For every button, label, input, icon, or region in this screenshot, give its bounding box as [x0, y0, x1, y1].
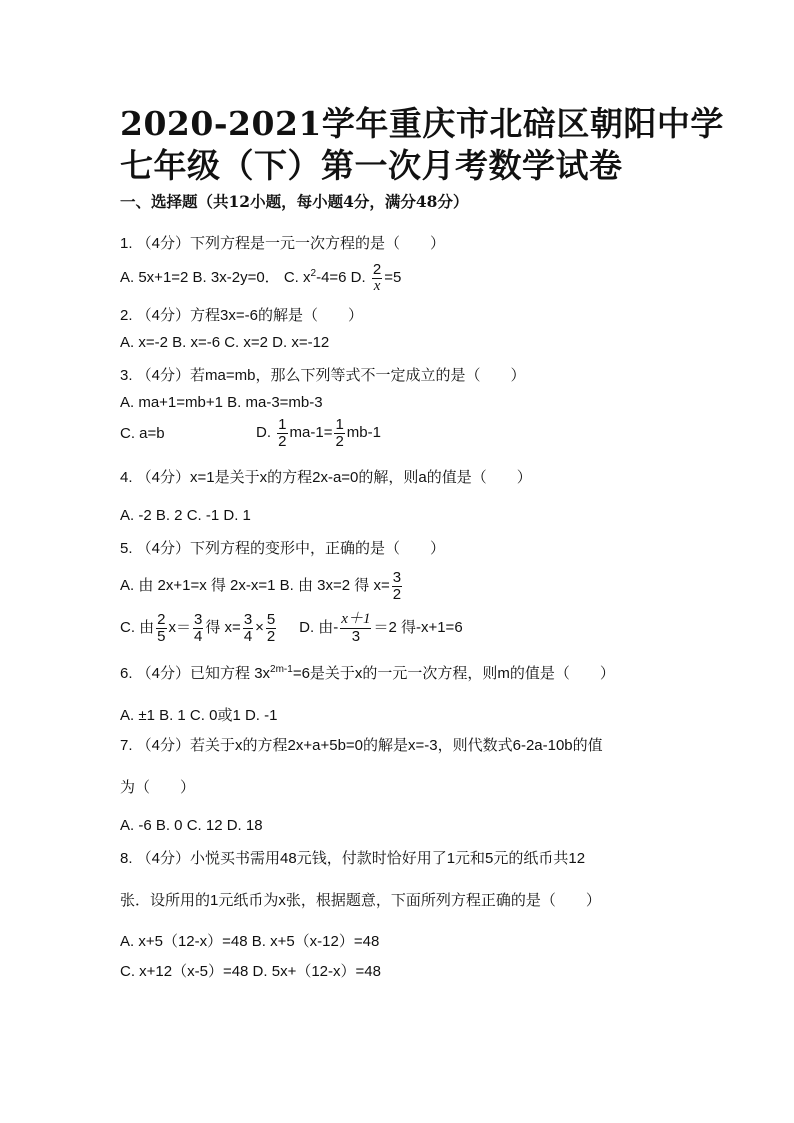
q1-options-text: A. 5x+1=2 B. 3x-2y=0． C. x	[120, 269, 311, 287]
q3-d-tail: mb-1	[346, 424, 381, 442]
q1-exponent: 2	[310, 268, 317, 280]
q1-d-numerator: 2	[372, 261, 382, 278]
q5-c-f3-num: 3	[243, 611, 253, 628]
q3-half-num-1: 1	[278, 416, 287, 433]
q3-half-fraction-2	[334, 417, 344, 450]
q6-stem-post: =6是关于x的一元一次方程，则m的值是（ ）	[292, 665, 615, 682]
question-3-option-d	[256, 417, 381, 450]
question-8-options-cd: C. x+12（x-5）=48 D. 5x+（12-x）=48	[120, 963, 381, 980]
question-5-stem: 5. （4分）下列方程的变形中，正确的是（ ）	[120, 540, 446, 557]
q5-c-f4-num: 5	[266, 611, 276, 628]
q5-c-frac-1	[156, 612, 166, 645]
question-8-stem-line-2: 张．设所用的1元纸币为x张，根据题意，下面所列方程正确的是（ ）	[120, 892, 601, 909]
question-3-options-ab: A. ma+1=mb+1 B. ma-3=mb-3	[120, 394, 323, 411]
q3-d-label: D.	[256, 424, 271, 442]
question-6-stem	[120, 662, 615, 683]
question-4-options: A. -2 B. 2 C. -1 D. 1	[120, 507, 251, 524]
q5-d-den: 3	[351, 627, 361, 645]
q3-half-fraction-1	[277, 417, 287, 450]
q5-c-mid-2: 得 x=	[205, 619, 241, 637]
q6-exponent: 2m-1	[270, 664, 293, 675]
question-1-stem: 1. （4分）下列方程是一元一次方程的是（ ）	[120, 235, 446, 252]
q5-c-f2-num: 3	[194, 611, 203, 628]
exam-title-line-1: 2020-2021学年重庆市北碚区朝阳中学	[120, 104, 724, 143]
q5-d-fraction	[340, 612, 371, 645]
q5-c-pre: C. 由	[120, 619, 155, 637]
q5-c-f3-den: 4	[243, 627, 253, 645]
q5-d-pre: D. 由-	[299, 619, 339, 637]
question-8-options-ab: A. x+5（12-x）=48 B. x+5（x-12）=48	[120, 933, 380, 950]
question-6-options: A. ±1 B. 1 C. 0或1 D. -1	[120, 707, 278, 724]
q1-d-fraction	[372, 262, 382, 295]
q5-d-num: x＋1	[341, 611, 371, 627]
q5-c-f1-den: 5	[157, 627, 166, 645]
q5-c-f1-num: 2	[157, 611, 166, 628]
question-3-option-c: C. a=b	[120, 425, 165, 442]
question-3-stem: 3. （4分）若ma=mb，那么下列等式不一定成立的是（ ）	[120, 367, 526, 384]
q5-c-f4-den: 2	[266, 627, 276, 645]
q1-d-tail: =5	[384, 269, 402, 287]
q5-c-frac-4	[266, 612, 276, 645]
q5-c-frac-3	[243, 612, 253, 645]
question-1-options	[120, 262, 401, 295]
section-heading-choice: 一、选择题（共12小题，每小题4分，满分48分）	[120, 192, 469, 211]
question-8-stem-line-1: 8. （4分）小悦买书需用48元钱，付款时恰好用了1元和5元的纸币共12	[120, 850, 586, 867]
question-2-options: A. x=-2 B. x=-6 C. x=2 D. x=-12	[120, 334, 330, 351]
q3-half-num-2: 1	[335, 416, 344, 433]
q6-stem-pre: 6. （4分）已知方程 3x	[120, 665, 271, 682]
q5-b-num: 3	[392, 569, 402, 586]
question-7-stem-line-2: 为（ ）	[120, 779, 196, 796]
question-5-options-cd	[120, 612, 463, 645]
q1-options-rest: -4=6 D.	[316, 269, 366, 287]
q3-d-mid: ma-1=	[289, 424, 333, 442]
q3-half-den-1: 2	[278, 432, 287, 450]
q5-d-tail: ＝2 得-x+1=6	[373, 619, 463, 637]
question-2-stem: 2. （4分）方程3x=-6的解是（ ）	[120, 307, 363, 324]
question-4-stem: 4. （4分）x=1是关于x的方程2x-a=0的解，则a的值是（ ）	[120, 469, 532, 486]
q5-b-fraction	[392, 570, 402, 603]
q5-c-mid-1: x＝	[168, 619, 192, 637]
question-5-options-ab	[120, 570, 404, 603]
q5-b-den: 2	[392, 585, 402, 603]
q5-c-times: ×	[255, 619, 264, 637]
q3-half-den-2: 2	[335, 432, 344, 450]
q5-c-frac-2	[193, 612, 203, 645]
exam-title-line-2: 七年级（下）第一次月考数学试卷	[120, 146, 623, 185]
question-7-stem-line-1: 7. （4分）若关于x的方程2x+a+5b=0的解是x=-3，则代数式6-2a-10b的值	[120, 737, 603, 754]
q5-c-f2-den: 4	[194, 627, 203, 645]
q5-ab-text: A. 由 2x+1=x 得 2x-x=1 B. 由 3x=2 得 x=	[120, 577, 390, 595]
question-7-options: A. -6 B. 0 C. 12 D. 18	[120, 817, 263, 834]
q1-d-denominator: x	[373, 277, 381, 294]
